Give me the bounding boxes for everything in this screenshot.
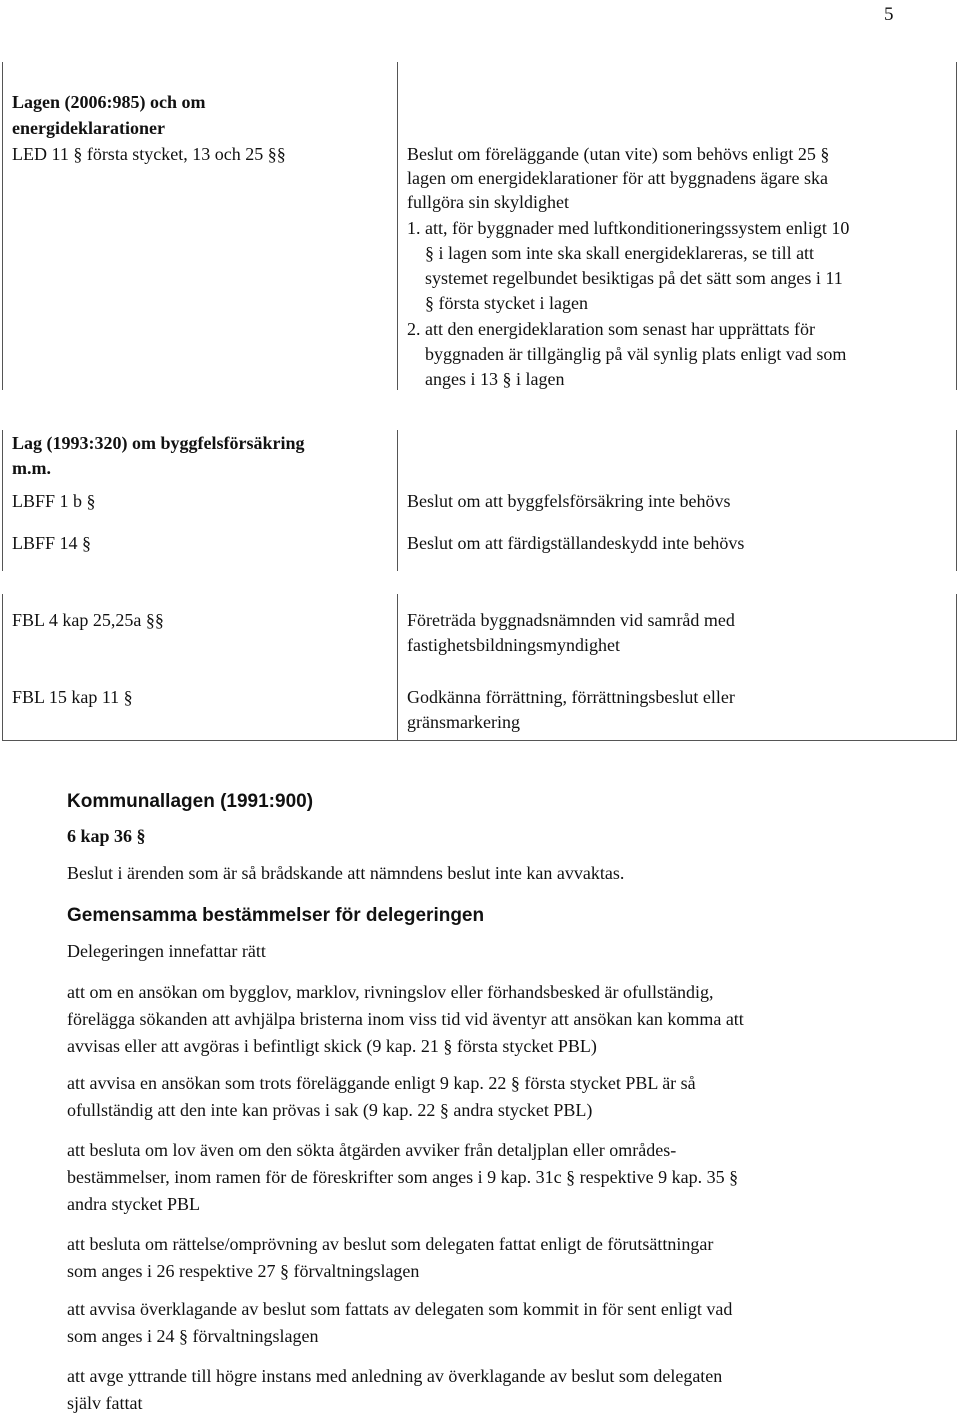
table-border-right — [956, 430, 957, 571]
decision-description: Godkänna förrättning, förrättningsbeslut eller — [407, 687, 735, 707]
section-reference: FBL 4 kap 25,25a §§ — [12, 610, 164, 630]
list-item-number: 2. — [407, 319, 421, 339]
table-border-right — [956, 62, 957, 390]
paragraph-line: som anges i 26 respektive 27 § förvaltningslagen — [67, 1261, 420, 1281]
table-border-bottom — [2, 740, 957, 741]
law-heading: Lagen (2006:985) och om — [12, 92, 206, 112]
paragraph-line: att avvisa en ansökan som trots föreläggande enligt 9 kap. 22 § första stycket PBL är så — [67, 1073, 696, 1093]
list-item-text: byggnaden är tillgänglig på väl synlig plats enligt vad som — [425, 344, 847, 364]
decision-description: gränsmarkering — [407, 712, 520, 732]
list-item-text: att den energideklaration som senast har upprättats för — [425, 319, 816, 339]
table-border-middle — [397, 62, 398, 390]
delegation-paragraph — [67, 1363, 937, 1417]
paragraph-line: att besluta om lov även om den sökta åtgärden avviker från detaljplan eller områdes- — [67, 1140, 677, 1160]
paragraph-line: förelägga sökanden att avhjälpa bristerna inom viss tid vid äventyr att ansökan kan komma att — [67, 1009, 744, 1029]
delegation-paragraph — [67, 979, 937, 1060]
list-item-text: att, för byggnader med luftkonditioneringssystem enligt 10 — [425, 218, 850, 238]
paragraph-line: som anges i 24 § förvaltningslagen — [67, 1326, 319, 1346]
gemensamma-intro: Delegeringen innefattar rätt — [67, 941, 266, 961]
paragraph-line: att besluta om rättelse/omprövning av beslut som delegaten fattat enligt de förutsättningar — [67, 1234, 714, 1254]
list-item-text: § första stycket i lagen — [425, 293, 588, 313]
paragraph-line: att avvisa överklagande av beslut som fattats av delegaten som kommit in för sent enligt vad — [67, 1299, 733, 1319]
paragraph-line: att avge yttrande till högre instans med anledning av överklagande av beslut som delegaten — [67, 1366, 723, 1386]
kommunallagen-reference: 6 kap 36 § — [67, 826, 146, 846]
section-reference: LBFF 1 b § — [12, 491, 96, 511]
list-item-number: 1. — [407, 218, 421, 238]
list-item-text: § i lagen som inte ska skall energideklareras, se till att — [425, 243, 815, 263]
decision-description: Beslut om att färdigställandeskydd inte behövs — [407, 533, 745, 553]
law-heading: m.m. — [12, 458, 51, 478]
kommunallagen-text: Beslut i ärenden som är så brådskande att nämndens beslut inte kan avvaktas. — [67, 863, 625, 883]
decision-description: Beslut om föreläggande (utan vite) som behövs enligt 25 § — [407, 144, 830, 164]
paragraph-line: andra stycket PBL — [67, 1194, 200, 1214]
paragraph-line: bestämmelser, inom ramen för de föreskrifter som anges i 9 kap. 31c § respektive 9 kap. 35 § — [67, 1167, 739, 1187]
list-item-text: anges i 13 § i lagen — [425, 369, 565, 389]
table-border-right — [956, 594, 957, 741]
decision-description: lagen om energideklarationer för att byggnadens ägare ska — [407, 168, 828, 188]
law-heading: energideklarationer — [12, 118, 165, 138]
table-border-left — [2, 62, 3, 390]
law-heading: Lag (1993:320) om byggfelsförsäkring — [12, 433, 305, 453]
decision-description: fullgöra sin skyldighet — [407, 192, 569, 212]
section-reference: FBL 15 kap 11 § — [12, 687, 133, 707]
paragraph-line: att om en ansökan om bygglov, marklov, rivningslov eller förhandsbesked är ofullständig, — [67, 982, 714, 1002]
table-border-middle — [397, 594, 398, 741]
delegation-paragraph — [67, 1070, 937, 1124]
paragraph-line: avvisas eller att avgöras i befintligt skick (9 kap. 21 § första stycket PBL) — [67, 1036, 597, 1056]
delegation-paragraph — [67, 1231, 937, 1285]
table-border-left — [2, 594, 3, 741]
decision-description: fastighetsbildningsmyndighet — [407, 635, 620, 655]
table-border-left — [2, 430, 3, 571]
decision-description: Beslut om att byggfelsförsäkring inte behövs — [407, 491, 731, 511]
page-number: 5 — [884, 4, 894, 25]
paragraph-line: ofullständig att den inte kan prövas i sak (9 kap. 22 § andra stycket PBL) — [67, 1100, 593, 1120]
section-reference: LED 11 § första stycket, 13 och 25 §§ — [12, 144, 286, 164]
list-item-text: systemet regelbundet besiktigas på det sätt som anges i 11 — [425, 268, 843, 288]
paragraph-line: själv fattat — [67, 1393, 143, 1413]
gemensamma-heading: Gemensamma bestämmelser för delegeringen — [67, 905, 485, 926]
delegation-paragraph — [67, 1296, 937, 1350]
kommunallagen-heading: Kommunallagen (1991:900) — [67, 791, 314, 812]
section-reference: LBFF 14 § — [12, 533, 92, 553]
delegation-paragraph — [67, 1137, 937, 1218]
table-border-middle — [397, 430, 398, 571]
decision-description: Företräda byggnadsnämnden vid samråd med — [407, 610, 735, 630]
